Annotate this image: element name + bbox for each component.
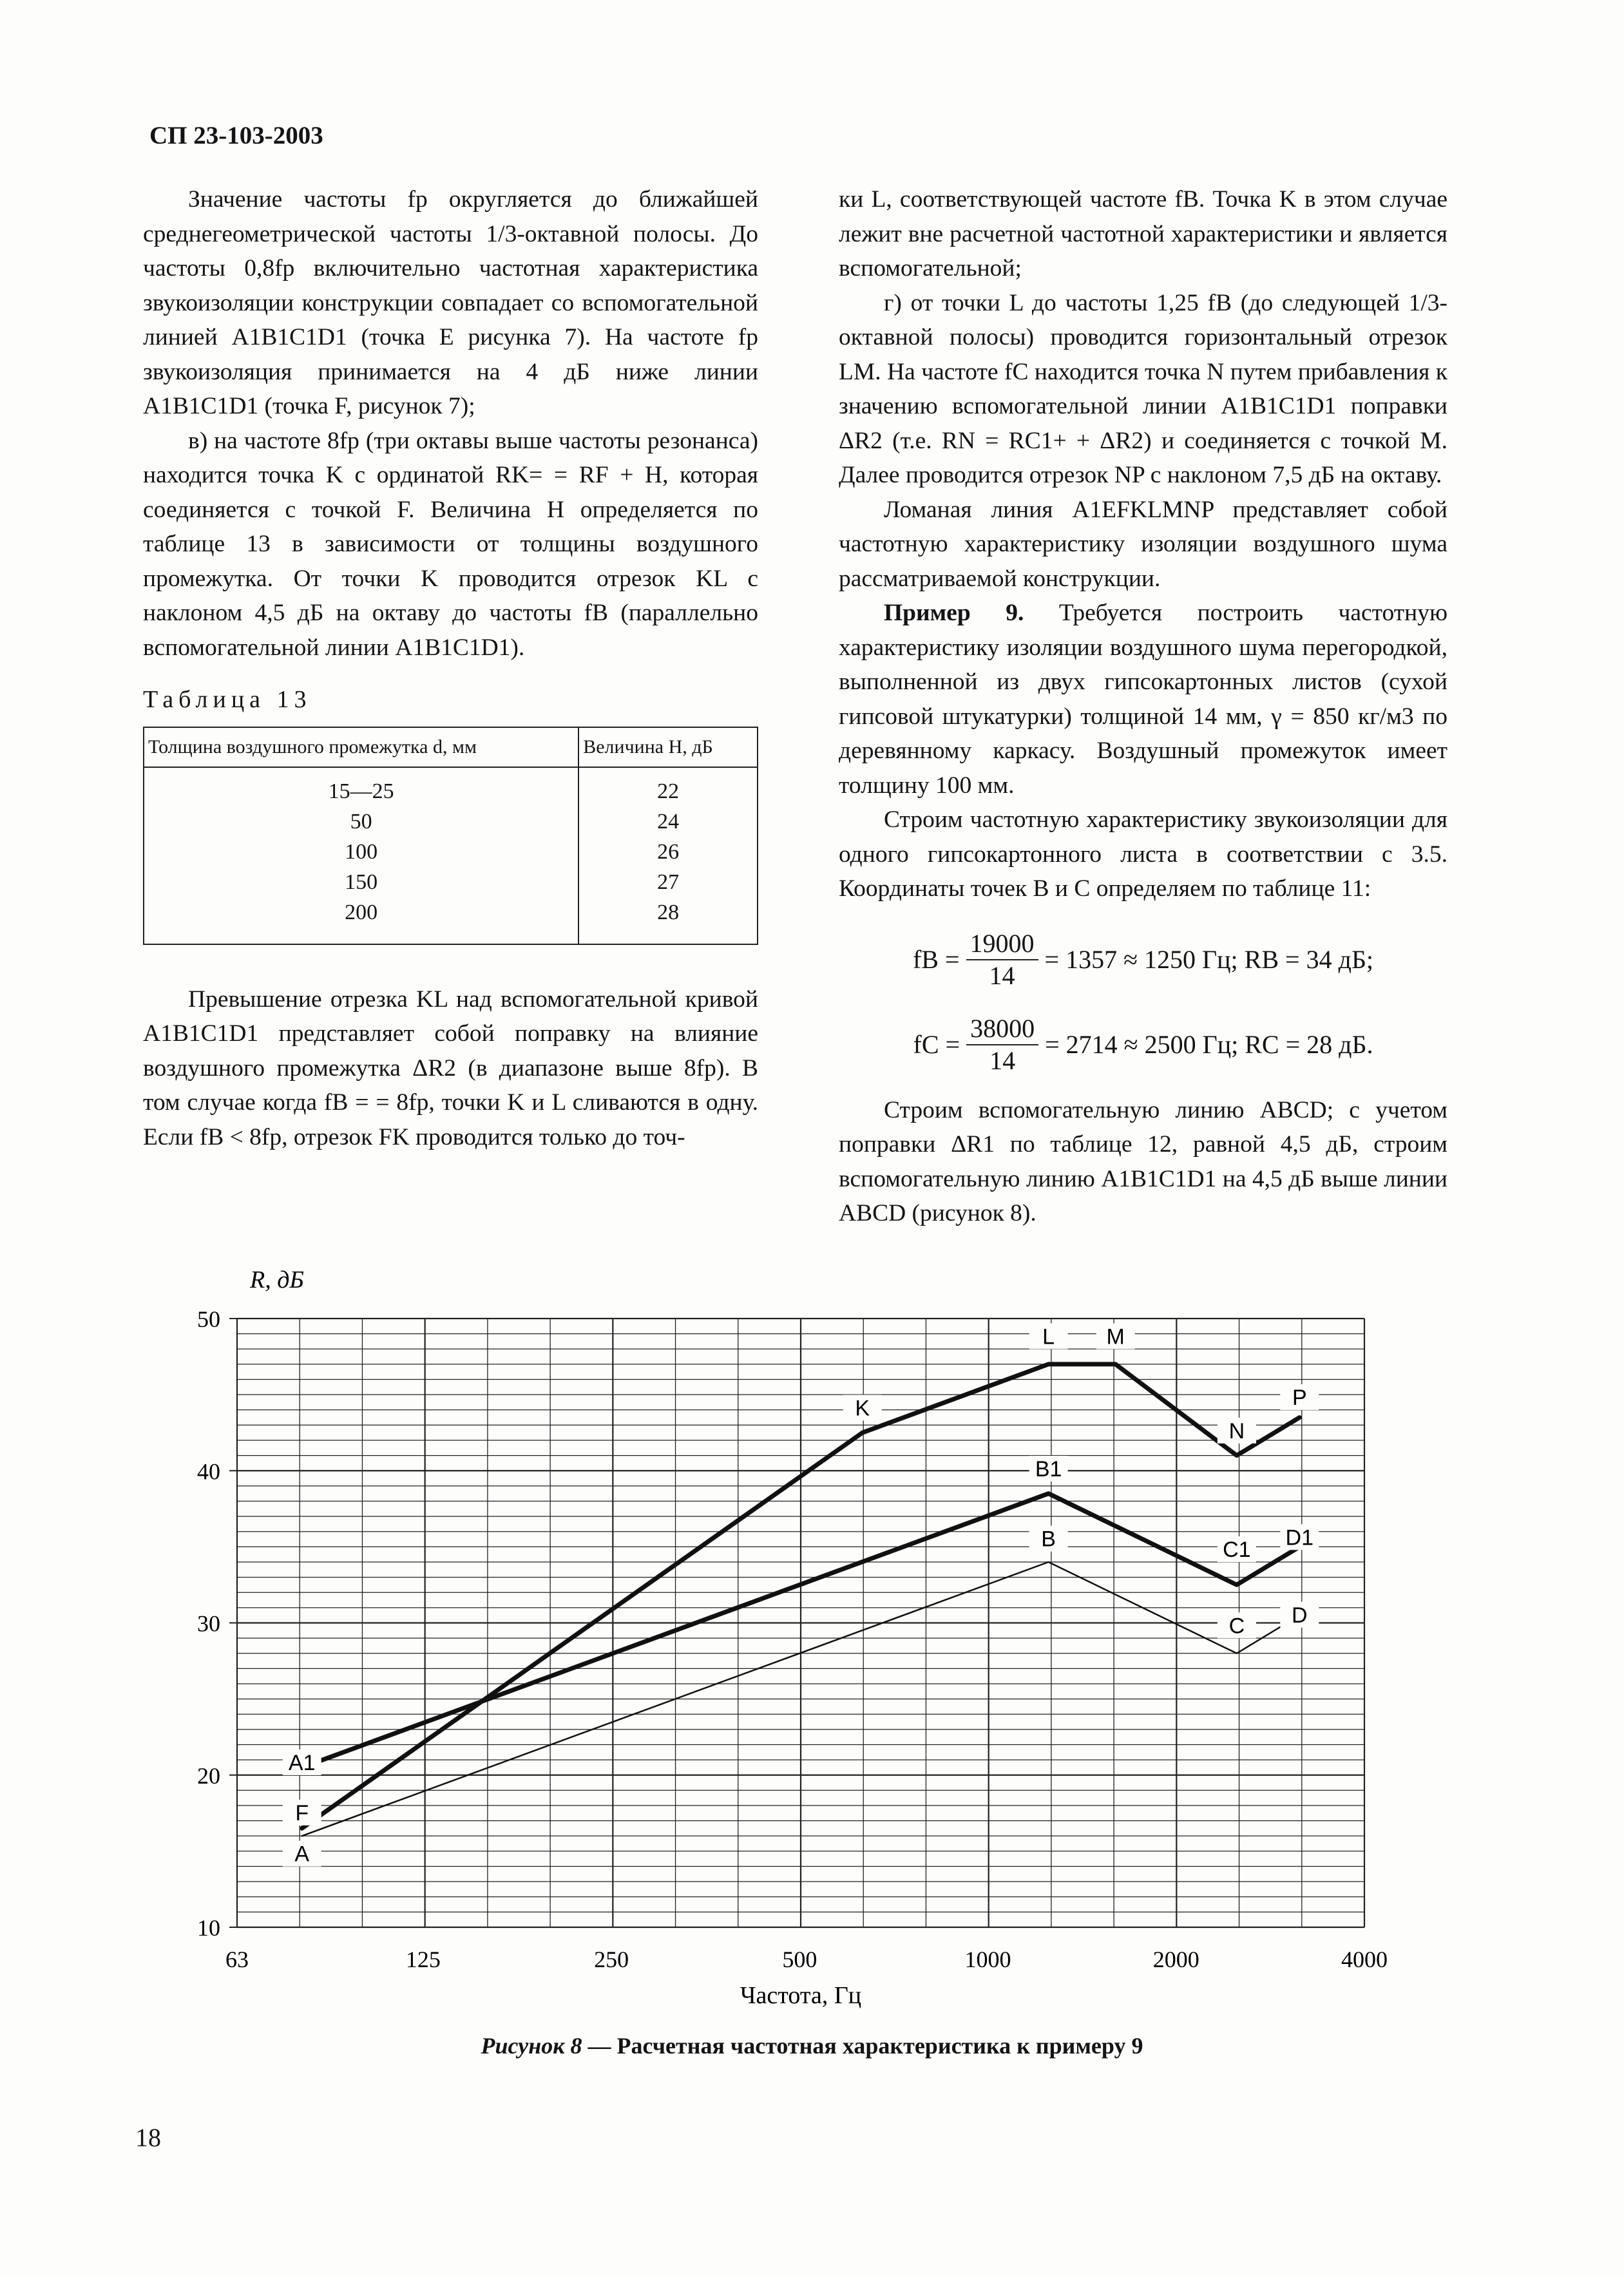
y-tick-label: 30: [197, 1610, 220, 1637]
paragraph: Превышение отрезка KL над вспомогательной кривой A1B1C1D1 представляет собой поправку на влияние воздушного промежутка ΔR2 (в диапазоне выше 8fр). В том случае когда fB = = 8fр, точки K и L сливаются в одну. Если fB < 8fр, отрезок FK проводится только до точ-: [143, 986, 758, 1150]
point-label: N: [1228, 1418, 1245, 1443]
x-tick-label: 2000: [1152, 1947, 1199, 1972]
left-column: [143, 182, 758, 1154]
point-label: K: [855, 1396, 870, 1421]
x-tick-label: 125: [405, 1947, 441, 1972]
paragraph: ки L, соответствующей частоте fB. Точка K в этом случае лежит вне расчетной частотной характеристики и является вспомогательной;: [839, 186, 1447, 281]
table-caption: Таблица 13: [143, 686, 312, 713]
y-axis-label: R, дБ: [250, 1266, 304, 1293]
table-cell: 24: [578, 806, 758, 837]
table-row: [144, 837, 758, 867]
paragraph: Строим частотную характеристику звукоизоляции для одного гипсокартонного листа в соответствии с 3.5. Координаты точек B и C определяем по таблице 11:: [839, 806, 1447, 902]
x-tick-label: 1000: [964, 1947, 1011, 1972]
example-text: Требуется построить частотную характеристику изоляции воздушного шума перегородкой, выполненной из двух гипсокартонных листов (сухой гипсовой штукатурки) толщиной 14 мм, γ = 850 кг/м3 по деревянному каркасу. Воздушный промежуток имеет толщину 100 мм.: [839, 600, 1447, 799]
table-row: [144, 867, 758, 897]
y-tick-label: 40: [197, 1458, 220, 1485]
table-cell: 100: [144, 837, 578, 867]
x-axis-label: Частота, Гц: [740, 1982, 862, 2009]
point-label: B: [1041, 1527, 1056, 1552]
x-tick-label: 250: [594, 1947, 629, 1972]
formula-fc: fC = $\frac{38000}{14}$ = 2714 ≈ 2500 Гц; RC = 28 дБ.: [913, 1013, 1373, 1075]
point-label: P: [1292, 1385, 1307, 1410]
table-cell: 200: [144, 897, 578, 944]
table-cell: 150: [144, 867, 578, 897]
x-tick-label: 63: [225, 1947, 249, 1972]
point-label: B1: [1035, 1456, 1062, 1481]
paragraph: г) от точки L до частоты 1,25 fB (до следующей 1/3-октавной полосы) проводится горизонтальный отрезок LM. На частоте fC находится точка N путем прибавления к значению вспомогательной линии A1B1C1D1 поправки ΔR2 (т.е. RN = RC1+ + ΔR2) и соединяется с точкой M. Далее проводится отрезок NP с наклоном 7,5 дБ на октаву.: [839, 289, 1447, 488]
table-cell: 15—25: [144, 767, 578, 806]
paragraph: Строим вспомогательную линию ABCD; с учетом поправки ΔR1 по таблице 12, равной 4,5 дБ, строим вспомогательную линию A1B1C1D1 на 4,5 дБ выше линии ABCD (рисунок 8).: [839, 1096, 1447, 1226]
point-label: L: [1042, 1324, 1055, 1349]
point-label: A1: [288, 1750, 316, 1775]
table-cell: 27: [578, 867, 758, 897]
point-label: D: [1292, 1603, 1308, 1628]
point-label: A: [294, 1842, 310, 1867]
paragraph: Значение частоты fр округляется до ближайшей среднегеометрической частоты 1/3-октавной полосы. До частоты 0,8fр включительно частотная характеристика звукоизоляции конструкции совпадает со вспомогательной линией A1B1C1D1 (точка E рисунка 7). На частоте fр звукоизоляция принимается на 4 дБ ниже линии A1B1C1D1 (точка F, рисунок 7);: [143, 186, 758, 419]
paragraph: Ломаная линия A1EFKLMNP представляет собой частотную характеристику изоляции воздушного шума рассматриваемой конструкции.: [839, 496, 1447, 592]
table-cell: 22: [578, 767, 758, 806]
point-label: C: [1228, 1614, 1245, 1639]
table-row: [144, 767, 758, 806]
point-label: D1: [1285, 1525, 1314, 1550]
point-label: F: [295, 1800, 309, 1825]
table-cell: 28: [578, 897, 758, 944]
table-row: [144, 806, 758, 837]
paragraph: [839, 596, 1447, 803]
point-label: M: [1106, 1324, 1125, 1349]
table-header-h: Величина H, дБ: [578, 727, 758, 767]
y-tick-label: 50: [197, 1306, 220, 1332]
figure-caption: Рисунок 8 — Расчетная частотная характеристика к примеру 9: [481, 2033, 1143, 2059]
x-tick-label: 4000: [1341, 1947, 1388, 1972]
formula-fb: fB = $\frac{19000}{14}$ = 1357 ≈ 1250 Гц; RB = 34 дБ;: [912, 928, 1374, 990]
table-cell: 26: [578, 837, 758, 867]
table-13: [143, 727, 758, 945]
table-header-thickness: Толщина воздушного промежутка d, мм: [144, 727, 578, 767]
table-row: [144, 897, 758, 944]
point-label: C1: [1223, 1538, 1251, 1563]
right-column: [839, 182, 1447, 1231]
paragraph: в) на частоте 8fр (три октавы выше частоты резонанса) находится точка K с ординатой RK= = RF + H, которая соединяется с точкой F. Величина H определяется по таблице 13 в зависимости от толщины воздушного промежутка. От точки K проводится отрезок KL с наклоном 4,5 дБ на октаву до частоты fB (параллельно вспомогательной линии A1B1C1D1).: [143, 427, 758, 661]
table-cell: 50: [144, 806, 578, 837]
y-tick-label: 20: [197, 1762, 220, 1789]
page-number: 18: [135, 2123, 161, 2152]
x-tick-label: 500: [782, 1947, 817, 1972]
example-label: Пример 9.: [884, 600, 1024, 626]
y-tick-label: 10: [197, 1915, 220, 1941]
running-header: СП 23-103-2003: [149, 122, 323, 149]
frequency-chart: [193, 1259, 1417, 2019]
